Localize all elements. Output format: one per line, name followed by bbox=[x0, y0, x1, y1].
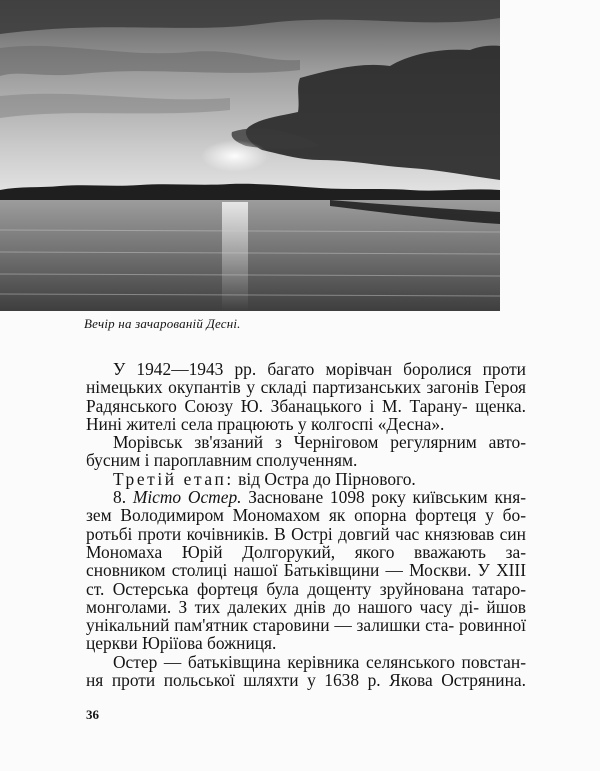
text-line: ровинної церкви Юріїова божниця. bbox=[86, 615, 527, 654]
text-line: сновником столиці нашої Батьківщини — Москви. bbox=[86, 560, 472, 581]
paragraph-4 bbox=[86, 488, 526, 653]
article-body bbox=[86, 360, 526, 689]
page-number: 36 bbox=[86, 707, 99, 722]
text-line: ротьбі проти кочівників. В Острі довгий час князював bbox=[86, 523, 495, 544]
photo-caption: Вечір на зачарованій Десні. bbox=[84, 316, 241, 331]
text-line: щенка. Нині жителі села працюють у колгоспі «Десна». bbox=[86, 395, 526, 434]
stage-route: від Остра до Пірнового. bbox=[233, 468, 416, 489]
paragraph-3 bbox=[86, 470, 526, 488]
text-line: Засноване 1098 року київським кня- bbox=[241, 487, 526, 508]
paragraph-1 bbox=[86, 360, 526, 433]
text-line: син Мономаха Юрій Долгорукий, якого вважають за- bbox=[86, 523, 526, 562]
river-sunset-photo bbox=[0, 0, 500, 311]
text-line: У XIII ст. Остерська фортеця була дощенту зруйнована bbox=[86, 560, 527, 599]
text-line: йшов унікальний пам'ятник старовини — залишки ста- bbox=[86, 596, 526, 636]
text-line: татаро-монголами. З тих далеких днів до нашого часу ді- bbox=[86, 578, 526, 617]
text-line: У 1942—1943 рр. багато морівчан боролися проти bbox=[113, 359, 526, 379]
text-line: ня проти польської шляхти у 1638 р. Якова Острянина. bbox=[86, 670, 526, 691]
text-line: Морівськ зв'язаний з Черніговом регулярним авто- bbox=[113, 432, 526, 453]
paragraph-2 bbox=[86, 433, 526, 470]
stage-heading: Третій етап: bbox=[113, 468, 234, 489]
section-title: Місто Остер. bbox=[132, 487, 242, 508]
section-number: 8. bbox=[113, 487, 133, 508]
text-line: Остер — батьківщина керівника селянського повстан- bbox=[113, 651, 526, 672]
text-line: Героя Радянського Союзу Ю. Збанацького і М. Тарану- bbox=[86, 377, 526, 416]
paragraph-5 bbox=[86, 653, 526, 690]
text-line: німецьких окупантів у складі партизанських загонів bbox=[86, 377, 479, 398]
text-line: зем Володимиром Мономахом як опорна фортеця у бо- bbox=[86, 505, 526, 526]
text-line: бусним і пароплавним сполученням. bbox=[86, 450, 358, 471]
